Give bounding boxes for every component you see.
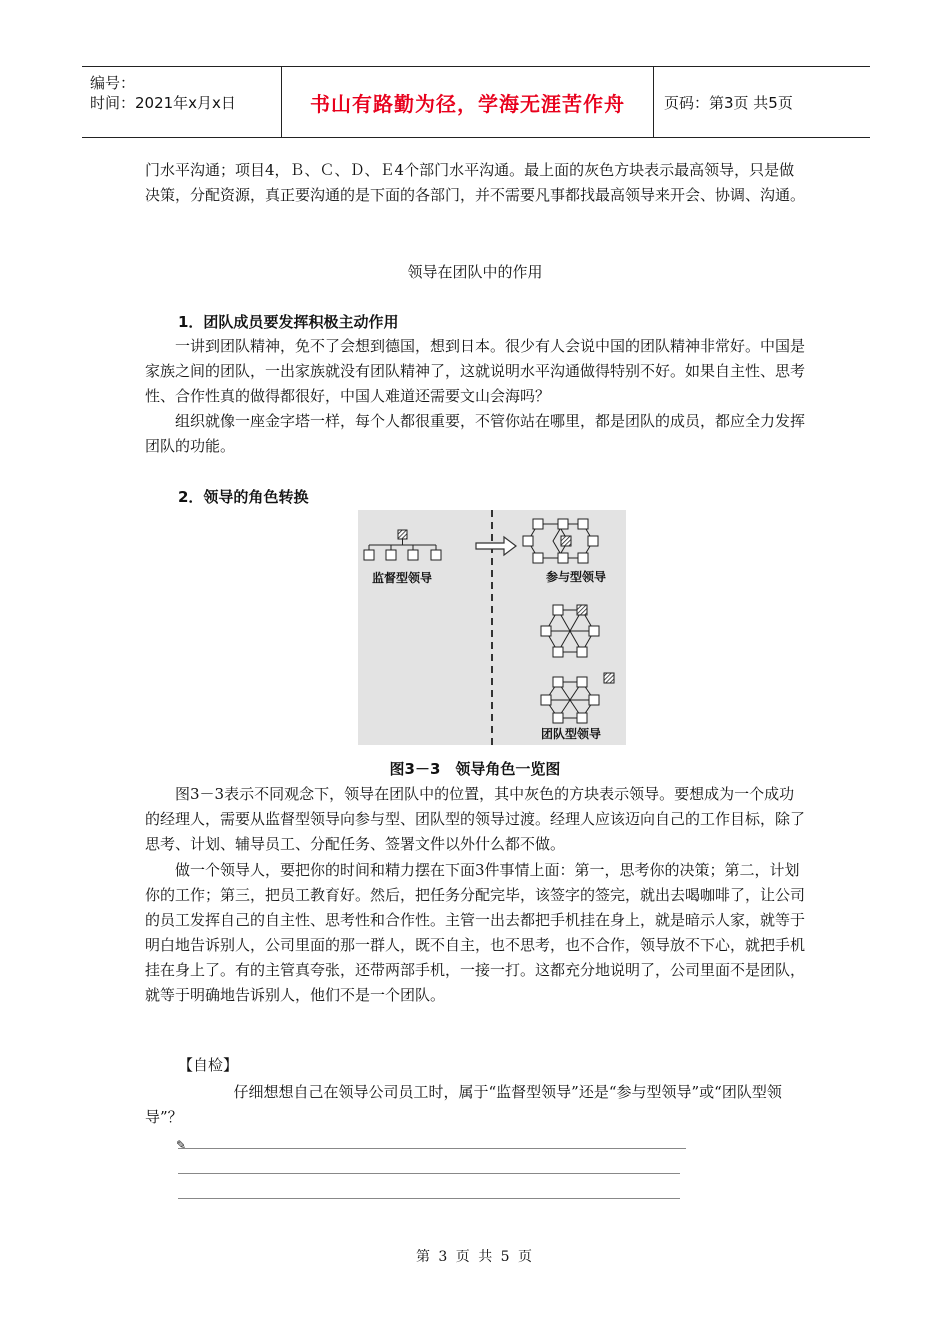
label-team: 团队型领导 bbox=[540, 727, 602, 741]
paragraph-team-spirit: 一讲到团队精神，免不了会想到德国，想到日本。很少有人会说中国的团队精神非常好。中国是家族之间的团队，一出家族就没有团队精神了，这就说明水平沟通做得特别不好。如果自主性、思考性、合作性真的做得都很好，中国人难道还需要文山会海吗？ bbox=[145, 337, 806, 405]
heading-team-members: 1．团队成员要发挥积极主动作用 bbox=[178, 313, 399, 331]
page-footer: 第 3 页 共 5 页 bbox=[415, 1249, 535, 1265]
paragraph-pyramid: 组织就像一座金字塔一样，每个人都很重要，不管你站在哪里，都是团队的成员，都应全力发挥团队的功能。 bbox=[145, 412, 806, 455]
leadership-roles-diagram bbox=[358, 510, 626, 745]
paragraph-figure-explanation: 图3－3表示不同观念下，领导在团队中的位置，其中灰色的方块表示领导。要想成为一个成功的经理人，需要从监督型领导向参与型、团队型的领导过渡。经理人应该迈向自己的工作目标，除了思考、计划、辅导员工、分配任务、签署文件以外什么都不做。 bbox=[145, 785, 806, 853]
team-leader-diagram bbox=[541, 673, 614, 723]
transitional-leader-diagram bbox=[541, 605, 599, 657]
self-check-title: 【自检】 bbox=[178, 1056, 239, 1074]
pencil-icon: ✎ bbox=[176, 1138, 187, 1152]
answer-line-3[interactable] bbox=[178, 1198, 680, 1199]
section-title: 领导在团队中的作用 bbox=[407, 263, 543, 281]
document-header bbox=[82, 66, 870, 138]
transition-arrow-icon bbox=[476, 537, 516, 555]
self-check-question: 仔细想想自己在领导公司员工时，属于“监督型领导”还是“参与型领导”或“团队型领导”？ bbox=[145, 1083, 782, 1126]
label-participative: 参与型领导 bbox=[545, 570, 607, 584]
header-motto: 书山有路勤为径，学海无涯苦作舟 bbox=[282, 67, 654, 137]
document-number-label: 编号： bbox=[90, 74, 136, 92]
answer-line-2[interactable] bbox=[178, 1173, 680, 1174]
header-page-info: 页码：第3页 共5页 bbox=[664, 93, 793, 112]
header-meta bbox=[82, 67, 282, 137]
figure-caption: 图3－3 领导角色一览图 bbox=[389, 760, 561, 778]
answer-line-1[interactable] bbox=[178, 1148, 686, 1149]
document-time-label: 时间：2021年x月x日 bbox=[90, 94, 236, 112]
intro-paragraph: 门水平沟通；项目4，Ｂ、Ｃ、Ｄ、Ｅ4个部门水平沟通。最上面的灰色方块表示最高领导，只是做决策，分配资源，真正要沟通的是下面的各部门，并不需要凡事都找最高领导来开会、协调、沟通。 bbox=[145, 161, 806, 204]
leadership-roles-figure bbox=[358, 510, 626, 745]
participative-leader-diagram bbox=[523, 519, 598, 563]
heading-role-change: 2．领导的角色转换 bbox=[178, 488, 309, 506]
paragraph-leader-tasks: 做一个领导人，要把你的时间和精力摆在下面3件事情上面：第一，思考你的决策；第二，计划你的工作；第三，把员工教育好。然后，把任务分配完毕，该签字的签完，就出去喝咖啡了，让公司的员工发挥自己的自主性、思考性和合作性。主管一出去都把手机挂在身上，就是暗示人家，就等于明白地告诉别人，公司里面的那一群人，既不自主，也不思考，也不合作，领导放不下心，就把手机挂在身上了。有的主管真夸张，还带两部手机，一接一打。这都充分地说明了，公司里面不是团队，就等于明确地告诉别人，他们不是一个团队。 bbox=[145, 861, 806, 1004]
supervisory-leader-diagram bbox=[364, 530, 441, 560]
label-supervisory: 监督型领导 bbox=[371, 571, 433, 585]
